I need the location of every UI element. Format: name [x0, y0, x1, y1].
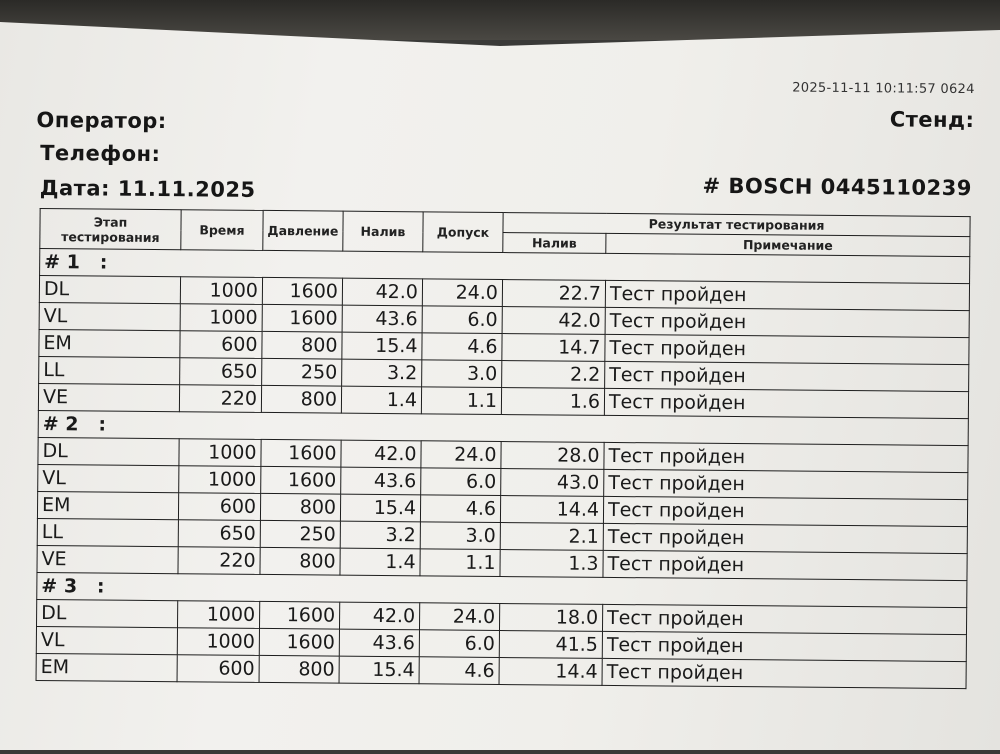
cell-tolerance: 24.0	[422, 279, 502, 307]
cell-note: Тест пройден	[604, 469, 968, 499]
date-label: Дата: 11.11.2025	[39, 175, 256, 202]
cell-fill: 42.0	[339, 602, 419, 630]
phone-label: Телефон:	[40, 140, 161, 167]
results-table	[36, 208, 971, 689]
cell-pressure: 800	[261, 385, 341, 413]
cell-time: 600	[178, 493, 260, 521]
cell-tolerance: 6.0	[421, 468, 501, 496]
cell-pressure: 1600	[261, 439, 341, 467]
operator-label: Оператор:	[36, 107, 167, 134]
cell-pressure: 1600	[259, 628, 339, 656]
cell-tolerance: 1.1	[421, 387, 501, 415]
cell-result-fill: 41.5	[499, 631, 602, 659]
cell-time: 1000	[180, 277, 262, 305]
group-label: # 2 :	[38, 410, 968, 445]
cell-stage: DL	[37, 599, 178, 627]
cell-stage: EM	[37, 491, 178, 519]
cell-pressure: 1600	[262, 304, 342, 332]
cell-tolerance: 3.0	[420, 522, 500, 550]
cell-time: 600	[177, 655, 259, 683]
cell-fill: 42.0	[342, 278, 422, 306]
cell-tolerance: 3.0	[422, 360, 502, 388]
cell-tolerance: 1.1	[420, 549, 500, 577]
cell-note: Тест пройден	[604, 442, 968, 472]
header-note: Примечание	[606, 233, 970, 256]
cell-stage: LL	[37, 518, 178, 546]
cell-time: 220	[179, 385, 261, 413]
cell-note: Тест пройден	[603, 550, 967, 580]
cell-stage: EM	[39, 329, 180, 357]
cell-pressure: 250	[260, 520, 340, 548]
cell-note: Тест пройден	[603, 496, 967, 526]
results-body	[36, 248, 970, 688]
cell-result-fill: 2.1	[500, 523, 603, 551]
cell-pressure: 1600	[261, 466, 341, 494]
cell-fill: 1.4	[341, 386, 421, 414]
cell-tolerance: 6.0	[422, 306, 502, 334]
cell-tolerance: 24.0	[419, 603, 499, 631]
cell-time: 220	[178, 547, 260, 575]
cell-tolerance: 4.6	[420, 495, 500, 523]
cell-fill: 43.6	[342, 305, 422, 333]
cell-fill: 15.4	[342, 332, 422, 360]
cell-fill: 42.0	[341, 440, 421, 468]
cell-pressure: 800	[262, 331, 342, 359]
cell-result-fill: 14.4	[500, 496, 603, 524]
cell-result-fill: 14.7	[502, 334, 605, 362]
cell-time: 600	[180, 331, 262, 359]
cell-time: 650	[178, 520, 260, 548]
cell-time: 1000	[179, 439, 261, 467]
cell-result-fill: 43.0	[501, 469, 604, 497]
cell-stage: VE	[38, 383, 179, 411]
cell-fill: 15.4	[340, 494, 420, 522]
cell-time: 1000	[180, 304, 262, 332]
group-label: # 3 :	[37, 572, 967, 607]
cell-result-fill: 18.0	[499, 604, 602, 632]
header-tolerance: Допуск	[423, 212, 503, 253]
cell-note: Тест пройден	[602, 631, 966, 661]
cell-pressure: 800	[260, 547, 340, 575]
cell-time: 1000	[177, 628, 259, 656]
cell-fill: 1.4	[340, 548, 420, 576]
cell-result-fill: 14.4	[499, 658, 602, 686]
print-timestamp: 2025-11-11 10:11:57 0624	[792, 80, 975, 98]
cell-result-fill: 22.7	[502, 280, 605, 308]
cell-time: 1000	[178, 601, 260, 629]
header-pressure: Давление	[263, 210, 343, 251]
cell-pressure: 1600	[262, 277, 342, 305]
part-number: # BOSCH 0445110239	[702, 173, 972, 201]
cell-fill: 43.6	[341, 467, 421, 495]
cell-pressure: 1600	[259, 601, 339, 629]
cell-fill: 3.2	[342, 359, 422, 387]
stand-label: Стенд:	[889, 107, 975, 133]
cell-stage: VL	[36, 626, 177, 654]
cell-fill: 15.4	[339, 656, 419, 684]
cell-stage: VL	[39, 302, 180, 330]
cell-pressure: 800	[259, 655, 339, 683]
cell-stage: DL	[39, 275, 180, 303]
cell-fill: 3.2	[340, 521, 420, 549]
cell-time: 1000	[179, 466, 261, 494]
cell-fill: 43.6	[339, 629, 419, 657]
header-fill: Налив	[343, 211, 423, 252]
cell-note: Тест пройден	[605, 334, 969, 364]
cell-result-fill: 2.2	[502, 361, 605, 389]
cell-result-fill: 42.0	[502, 307, 605, 335]
cell-note: Тест пройден	[605, 361, 969, 391]
header-time: Время	[181, 210, 263, 251]
cell-pressure: 800	[260, 493, 340, 521]
cell-note: Тест пройден	[605, 307, 969, 337]
cell-note: Тест пройден	[605, 280, 969, 310]
cell-result-fill: 28.0	[501, 442, 604, 470]
header-result-fill: Налив	[503, 233, 606, 254]
cell-note: Тест пройден	[602, 658, 966, 688]
cell-stage: LL	[39, 356, 180, 384]
cell-note: Тест пройден	[603, 523, 967, 553]
cell-pressure: 250	[262, 358, 342, 386]
cell-stage: VE	[37, 545, 178, 573]
cell-tolerance: 4.6	[419, 657, 499, 685]
cell-stage: EM	[36, 653, 177, 681]
cell-tolerance: 6.0	[419, 630, 499, 658]
cell-stage: DL	[38, 437, 179, 465]
group-label: # 1 :	[40, 248, 970, 283]
cell-note: Тест пройден	[604, 388, 968, 418]
header-stage: Этап тестирования	[40, 208, 181, 249]
header-result: Результат тестирования	[503, 213, 970, 237]
cell-result-fill: 1.3	[500, 550, 603, 578]
cell-tolerance: 24.0	[421, 441, 501, 469]
cell-time: 650	[180, 358, 262, 386]
cell-tolerance: 4.6	[422, 333, 502, 361]
cell-note: Тест пройден	[602, 604, 966, 634]
cell-result-fill: 1.6	[501, 388, 604, 416]
cell-stage: VL	[38, 464, 179, 492]
